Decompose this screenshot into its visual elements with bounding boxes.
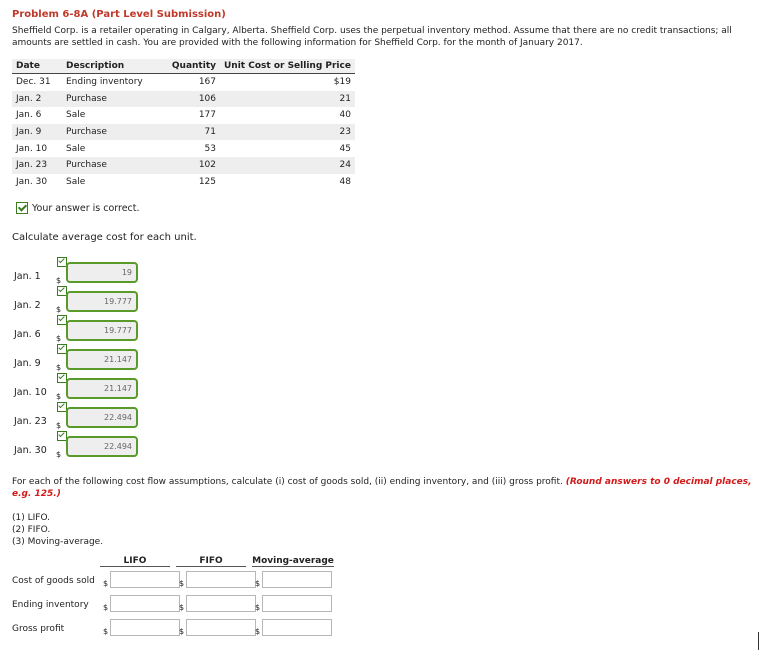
row-label-ending-inventory: Ending inventory [12, 600, 89, 610]
dollar-sign: $ [255, 603, 261, 612]
cell-description: Purchase [62, 91, 152, 108]
cost-flow-options [12, 512, 103, 548]
cell-description: Sale [66, 176, 86, 187]
avg-cost-row [14, 407, 144, 433]
option-moving-average: (3) Moving-average. [12, 537, 104, 547]
cell-quantity: 125 [198, 176, 216, 187]
instruction-text: For each of the following cost flow assumptions, calculate (i) cost of goods sold, (ii) ending inventory, and (iii) gross profit. [12, 477, 563, 487]
dollar-sign: $ [56, 334, 62, 343]
dollar-sign: $ [179, 603, 185, 612]
col-header-description: Description [62, 59, 152, 74]
avg-cost-input[interactable]: 21.147 [66, 378, 138, 399]
avg-cost-date-label: Jan. 6 [14, 329, 41, 340]
avg-cost-prompt: Calculate average cost for each unit. [12, 232, 197, 243]
dollar-sign: $ [179, 579, 185, 588]
correct-feedback-text: Your answer is correct. [32, 202, 140, 214]
col-header-price: Unit Cost or Selling Price [220, 59, 355, 74]
cell-description: Purchase [62, 124, 152, 141]
checkmark-icon [16, 202, 28, 214]
dollar-sign: $ [103, 627, 109, 636]
dollar-sign: $ [103, 579, 109, 588]
cell-price: 24 [220, 157, 355, 174]
cell-price: $19 [333, 77, 351, 88]
cell-description: Ending inventory [66, 77, 143, 88]
col-header-lifo: LIFO [100, 556, 170, 567]
avg-cost-date-label: Jan. 23 [14, 416, 47, 427]
cell-quantity: 102 [152, 157, 220, 174]
cell-date: Jan. 9 [12, 124, 62, 141]
cell-quantity: 71 [152, 124, 220, 141]
cell-date: Jan. 30 [16, 176, 48, 187]
table-row [12, 124, 355, 141]
table-row [12, 174, 355, 191]
cell-date: Jan. 2 [12, 91, 62, 108]
cell-quantity: 167 [198, 77, 216, 88]
avg-cost-date-label: Jan. 9 [14, 358, 41, 369]
avg-cost-row [14, 320, 144, 346]
dollar-sign: $ [103, 603, 109, 612]
avg-cost-row [14, 291, 144, 317]
text-cursor [758, 632, 759, 650]
correct-feedback [16, 202, 140, 214]
avg-cost-date-label: Jan. 10 [14, 387, 47, 398]
table-row [12, 140, 355, 157]
cell-price: 23 [220, 124, 355, 141]
dollar-sign: $ [179, 627, 185, 636]
lifo-cogs-input[interactable] [110, 571, 180, 588]
avg-cost-date-label: Jan. 2 [14, 300, 41, 311]
cost-flow-instruction [12, 476, 762, 500]
dollar-sign: $ [56, 421, 62, 430]
col-header-fifo: FIFO [176, 556, 246, 567]
col-header-quantity: Quantity [152, 59, 220, 74]
avg-cost-row [14, 436, 144, 462]
row-label-cogs: Cost of goods sold [12, 576, 95, 586]
rounding-note: (Round answers to 0 decimal places, e.g. 125.) [12, 477, 752, 499]
row-label-gross-profit: Gross profit [12, 624, 65, 634]
table-row [12, 91, 355, 108]
problem-intro: Sheffield Corp. is a retailer operating in Calgary, Alberta. Sheffield Corp. uses the perpetual inventory method. Assume that there are no credit transactions; all amounts are settled in cash. You are provided with the following information for Sheffield Corp. for the month of January 2017. [12, 26, 732, 48]
lifo-gross-profit-input[interactable] [110, 619, 180, 636]
avg-cost-input[interactable]: 19.777 [66, 291, 138, 312]
fifo-ending-inventory-input[interactable] [186, 595, 256, 612]
lifo-ending-inventory-input[interactable] [110, 595, 180, 612]
dollar-sign: $ [56, 305, 62, 314]
dollar-sign: $ [56, 392, 62, 401]
avg-cost-date-label: Jan. 30 [14, 445, 47, 456]
col-header-date: Date [12, 59, 62, 74]
cell-price: 21 [220, 91, 355, 108]
cell-price: 48 [339, 176, 351, 187]
cell-description: Sale [66, 110, 86, 121]
avg-cost-row [14, 349, 144, 375]
problem-title: Problem 6-8A (Part Level Submission) [12, 9, 226, 20]
avg-cost-row [14, 378, 144, 404]
dollar-sign: $ [56, 276, 62, 285]
cell-quantity: 53 [204, 143, 216, 154]
avg-cost-input[interactable]: 19 [66, 262, 138, 283]
cell-price: 45 [339, 143, 351, 154]
moving-average-cogs-input[interactable] [262, 571, 332, 588]
col-header-moving-average: Moving-average [252, 556, 334, 566]
dollar-sign: $ [255, 627, 261, 636]
option-lifo: (1) LIFO. [12, 513, 51, 523]
avg-cost-row [14, 262, 144, 288]
dollar-sign: $ [56, 450, 62, 459]
avg-cost-input[interactable]: 21.147 [66, 349, 138, 370]
moving-average-gross-profit-input[interactable] [262, 619, 332, 636]
avg-cost-date-label: Jan. 1 [14, 271, 41, 282]
fifo-cogs-input[interactable] [186, 571, 256, 588]
option-fifo: (2) FIFO. [12, 525, 51, 535]
cell-date: Dec. 31 [16, 77, 51, 88]
table-row [12, 107, 355, 124]
inventory-table [12, 59, 355, 190]
cell-description: Sale [66, 143, 86, 154]
avg-cost-input[interactable]: 22.494 [66, 436, 138, 457]
cell-quantity: 177 [198, 110, 216, 121]
table-row [12, 157, 355, 174]
avg-cost-input[interactable]: 22.494 [66, 407, 138, 428]
table-row [12, 74, 355, 91]
cell-quantity: 106 [152, 91, 220, 108]
cell-date: Jan. 23 [12, 157, 62, 174]
avg-cost-input[interactable]: 19.777 [66, 320, 138, 341]
cell-date: Jan. 6 [16, 110, 42, 121]
fifo-gross-profit-input[interactable] [186, 619, 256, 636]
dollar-sign: $ [255, 579, 261, 588]
cell-date: Jan. 10 [16, 143, 48, 154]
cell-price: 40 [339, 110, 351, 121]
cell-description: Purchase [62, 157, 152, 174]
dollar-sign: $ [56, 363, 62, 372]
moving-average-ending-inventory-input[interactable] [262, 595, 332, 612]
